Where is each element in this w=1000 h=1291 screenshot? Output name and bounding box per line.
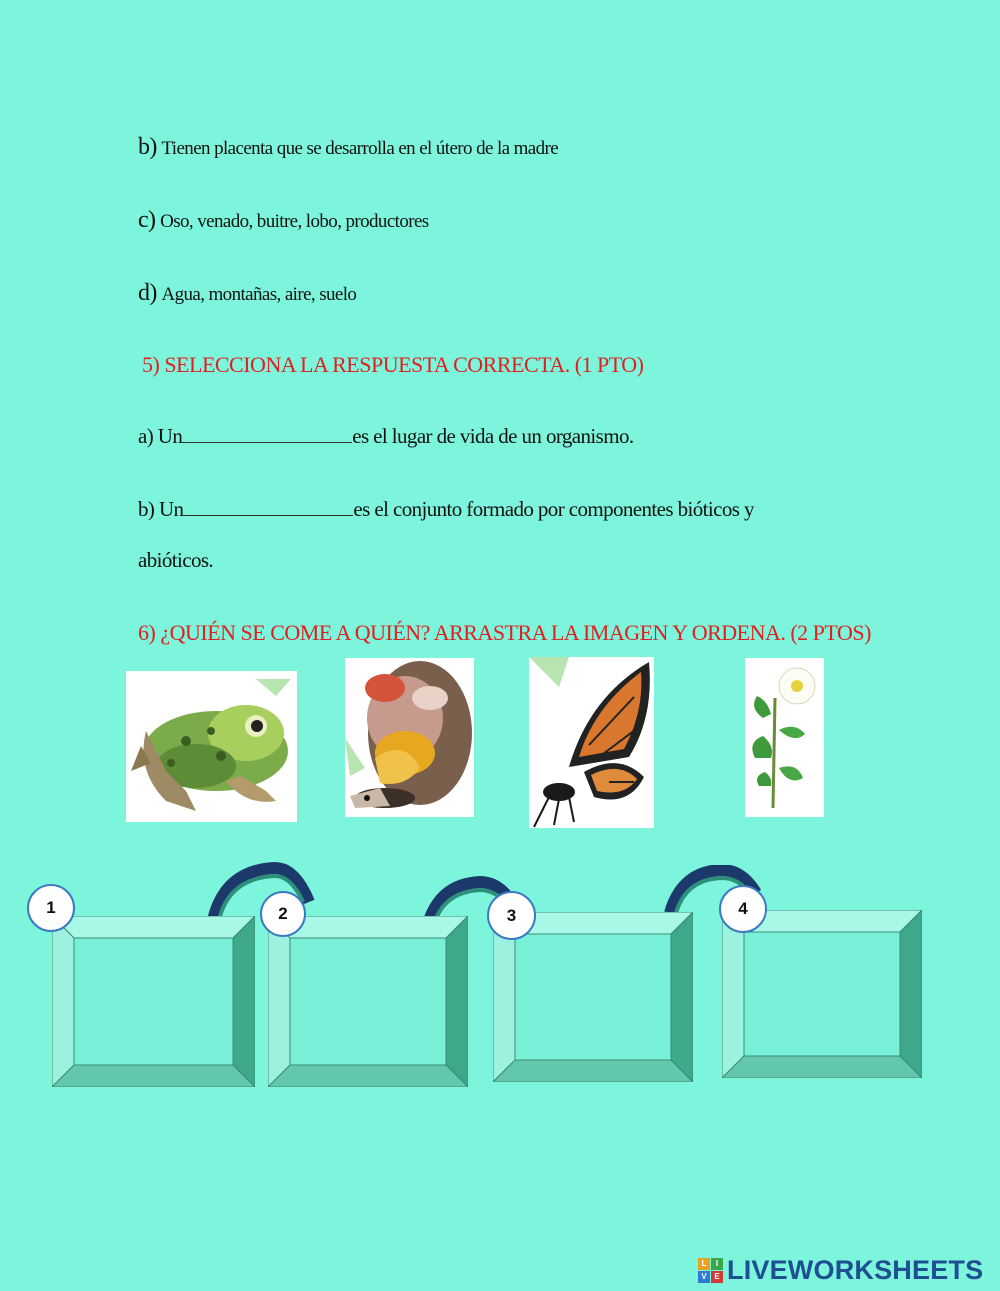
question-5b-suffix: es el conjunto formado por componentes bióticos y	[353, 497, 754, 521]
answer-c-text: Oso, venado, buitre, lobo, productores	[160, 211, 429, 232]
answer-b	[138, 134, 558, 161]
answer-d-label: d)	[138, 280, 157, 306]
plant-image[interactable]	[745, 658, 824, 817]
snake-image[interactable]	[345, 658, 474, 817]
answer-c-label: c)	[138, 207, 156, 233]
logo-letter-l: L	[698, 1258, 710, 1270]
question-5-heading: 5) SELECCIONA LA RESPUESTA CORRECTA. (1 PTO)	[142, 352, 644, 377]
question-5a-blank-input[interactable]	[182, 424, 352, 443]
frame-box	[268, 916, 468, 1087]
butterfly-image[interactable]	[529, 657, 654, 828]
question-5b-continuation: abióticos.	[138, 548, 214, 572]
liveworksheets-logo	[698, 1254, 983, 1286]
drop-slot-4[interactable]	[722, 910, 922, 1078]
answer-d-text: Agua, montañas, aire, suelo	[161, 284, 357, 305]
question-5a	[138, 424, 634, 449]
answer-b-label: b)	[138, 134, 157, 160]
drop-slot-3[interactable]	[493, 912, 693, 1082]
frame-box	[52, 916, 255, 1087]
question-5b-blank-input[interactable]	[183, 497, 353, 516]
frame-box	[493, 912, 693, 1082]
frame-box	[722, 910, 922, 1078]
answer-b-text: Tienen placenta que se desarrolla en el útero de la madre	[161, 138, 559, 159]
butterfly-icon	[529, 657, 654, 828]
slot-number-2: 2	[260, 891, 306, 937]
snake-icon	[345, 658, 474, 817]
frog-icon	[126, 671, 297, 822]
question-5b	[138, 497, 754, 522]
answer-d	[138, 280, 356, 307]
answer-c	[138, 207, 429, 234]
slot-number-1: 1	[27, 884, 75, 932]
logo-letter-i: I	[711, 1258, 723, 1270]
question-5a-suffix: es el lugar de vida de un organismo.	[352, 424, 634, 448]
drop-slot-1[interactable]	[52, 916, 255, 1087]
slot-number-4: 4	[719, 885, 767, 933]
logo-letter-v: V	[698, 1271, 710, 1283]
brand-name: LIVEWORKSHEETS	[727, 1254, 984, 1285]
question-5a-prefix: a) Un	[138, 424, 183, 448]
question-5b-prefix: b) Un	[138, 497, 184, 521]
slot-number-3: 3	[487, 891, 536, 940]
logo-grid-icon	[698, 1258, 723, 1283]
logo-letter-e: E	[711, 1271, 723, 1283]
plant-icon	[745, 658, 824, 817]
frog-image[interactable]	[126, 671, 297, 822]
question-6-heading: 6) ¿QUIÉN SE COME A QUIÉN? ARRASTRA LA IMAGEN Y ORDENA. (2 PTOS)	[138, 620, 871, 645]
drop-slot-2[interactable]	[268, 916, 468, 1087]
